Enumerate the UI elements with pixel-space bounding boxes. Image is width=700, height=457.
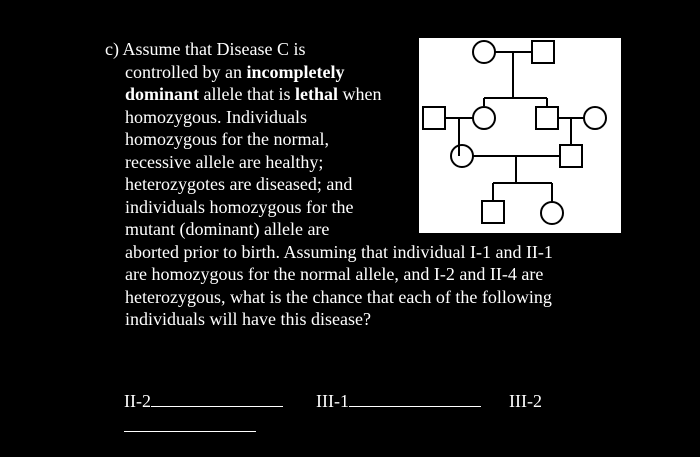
answer-iii2-blank[interactable] xyxy=(124,431,256,432)
question-line-10: aborted prior to birth. Assuming that individual I-1 and II-1 xyxy=(125,241,553,262)
bold-lethal: lethal xyxy=(295,84,338,104)
answer-ii2-label: II-2 xyxy=(124,391,151,411)
question-line-9: mutant (dominant) allele are xyxy=(125,219,330,239)
pedigree-male-ii1 xyxy=(423,107,445,129)
question-line-2-text: controlled by an xyxy=(125,61,247,82)
question-line-3-mid: allele that is xyxy=(199,84,295,104)
pedigree-female-ii4 xyxy=(584,107,606,129)
answer-ii2 xyxy=(124,390,283,412)
pedigree-male-i2 xyxy=(532,41,554,63)
pedigree-female-ii-lower xyxy=(451,145,473,167)
answer-iii2-label: III-2 xyxy=(509,391,542,411)
pedigree-male-iii1 xyxy=(482,201,504,223)
pedigree-female-i1 xyxy=(473,41,495,63)
pedigree-male-ii-lower xyxy=(560,145,582,167)
pedigree-chart xyxy=(419,38,621,233)
pedigree-female-iii2 xyxy=(541,202,563,224)
pedigree-svg xyxy=(419,38,621,233)
question-line-1: c) Assume that Disease C is xyxy=(105,39,306,59)
answer-iii1-label: III-1 xyxy=(316,391,349,411)
question-line-5: homozygous for the normal, xyxy=(125,129,329,149)
bold-dominant: dominant xyxy=(125,84,200,104)
answer-iii1 xyxy=(316,390,481,412)
pedigree-female-ii2 xyxy=(473,107,495,129)
question-line-6: recessive allele are healthy; xyxy=(125,151,324,172)
bold-incompletely: incompletely xyxy=(246,61,345,82)
question-line-13: individuals will have this disease? xyxy=(125,309,371,329)
answer-iii1-blank[interactable] xyxy=(349,390,481,407)
question-line-4: homozygous. Individuals xyxy=(125,106,307,127)
answer-ii2-blank[interactable] xyxy=(151,390,283,407)
answer-iii2 xyxy=(509,390,542,412)
question-line-12: heterozygous, what is the chance that each of the following xyxy=(125,286,552,307)
question-line-11: are homozygous for the normal allele, and I-2 and II-4 are xyxy=(125,264,544,284)
question-line-3-post: when xyxy=(338,84,382,104)
question-line-8: individuals homozygous for the xyxy=(125,196,354,217)
pedigree-male-ii3 xyxy=(536,107,558,129)
question-line-7: heterozygotes are diseased; and xyxy=(125,174,353,194)
